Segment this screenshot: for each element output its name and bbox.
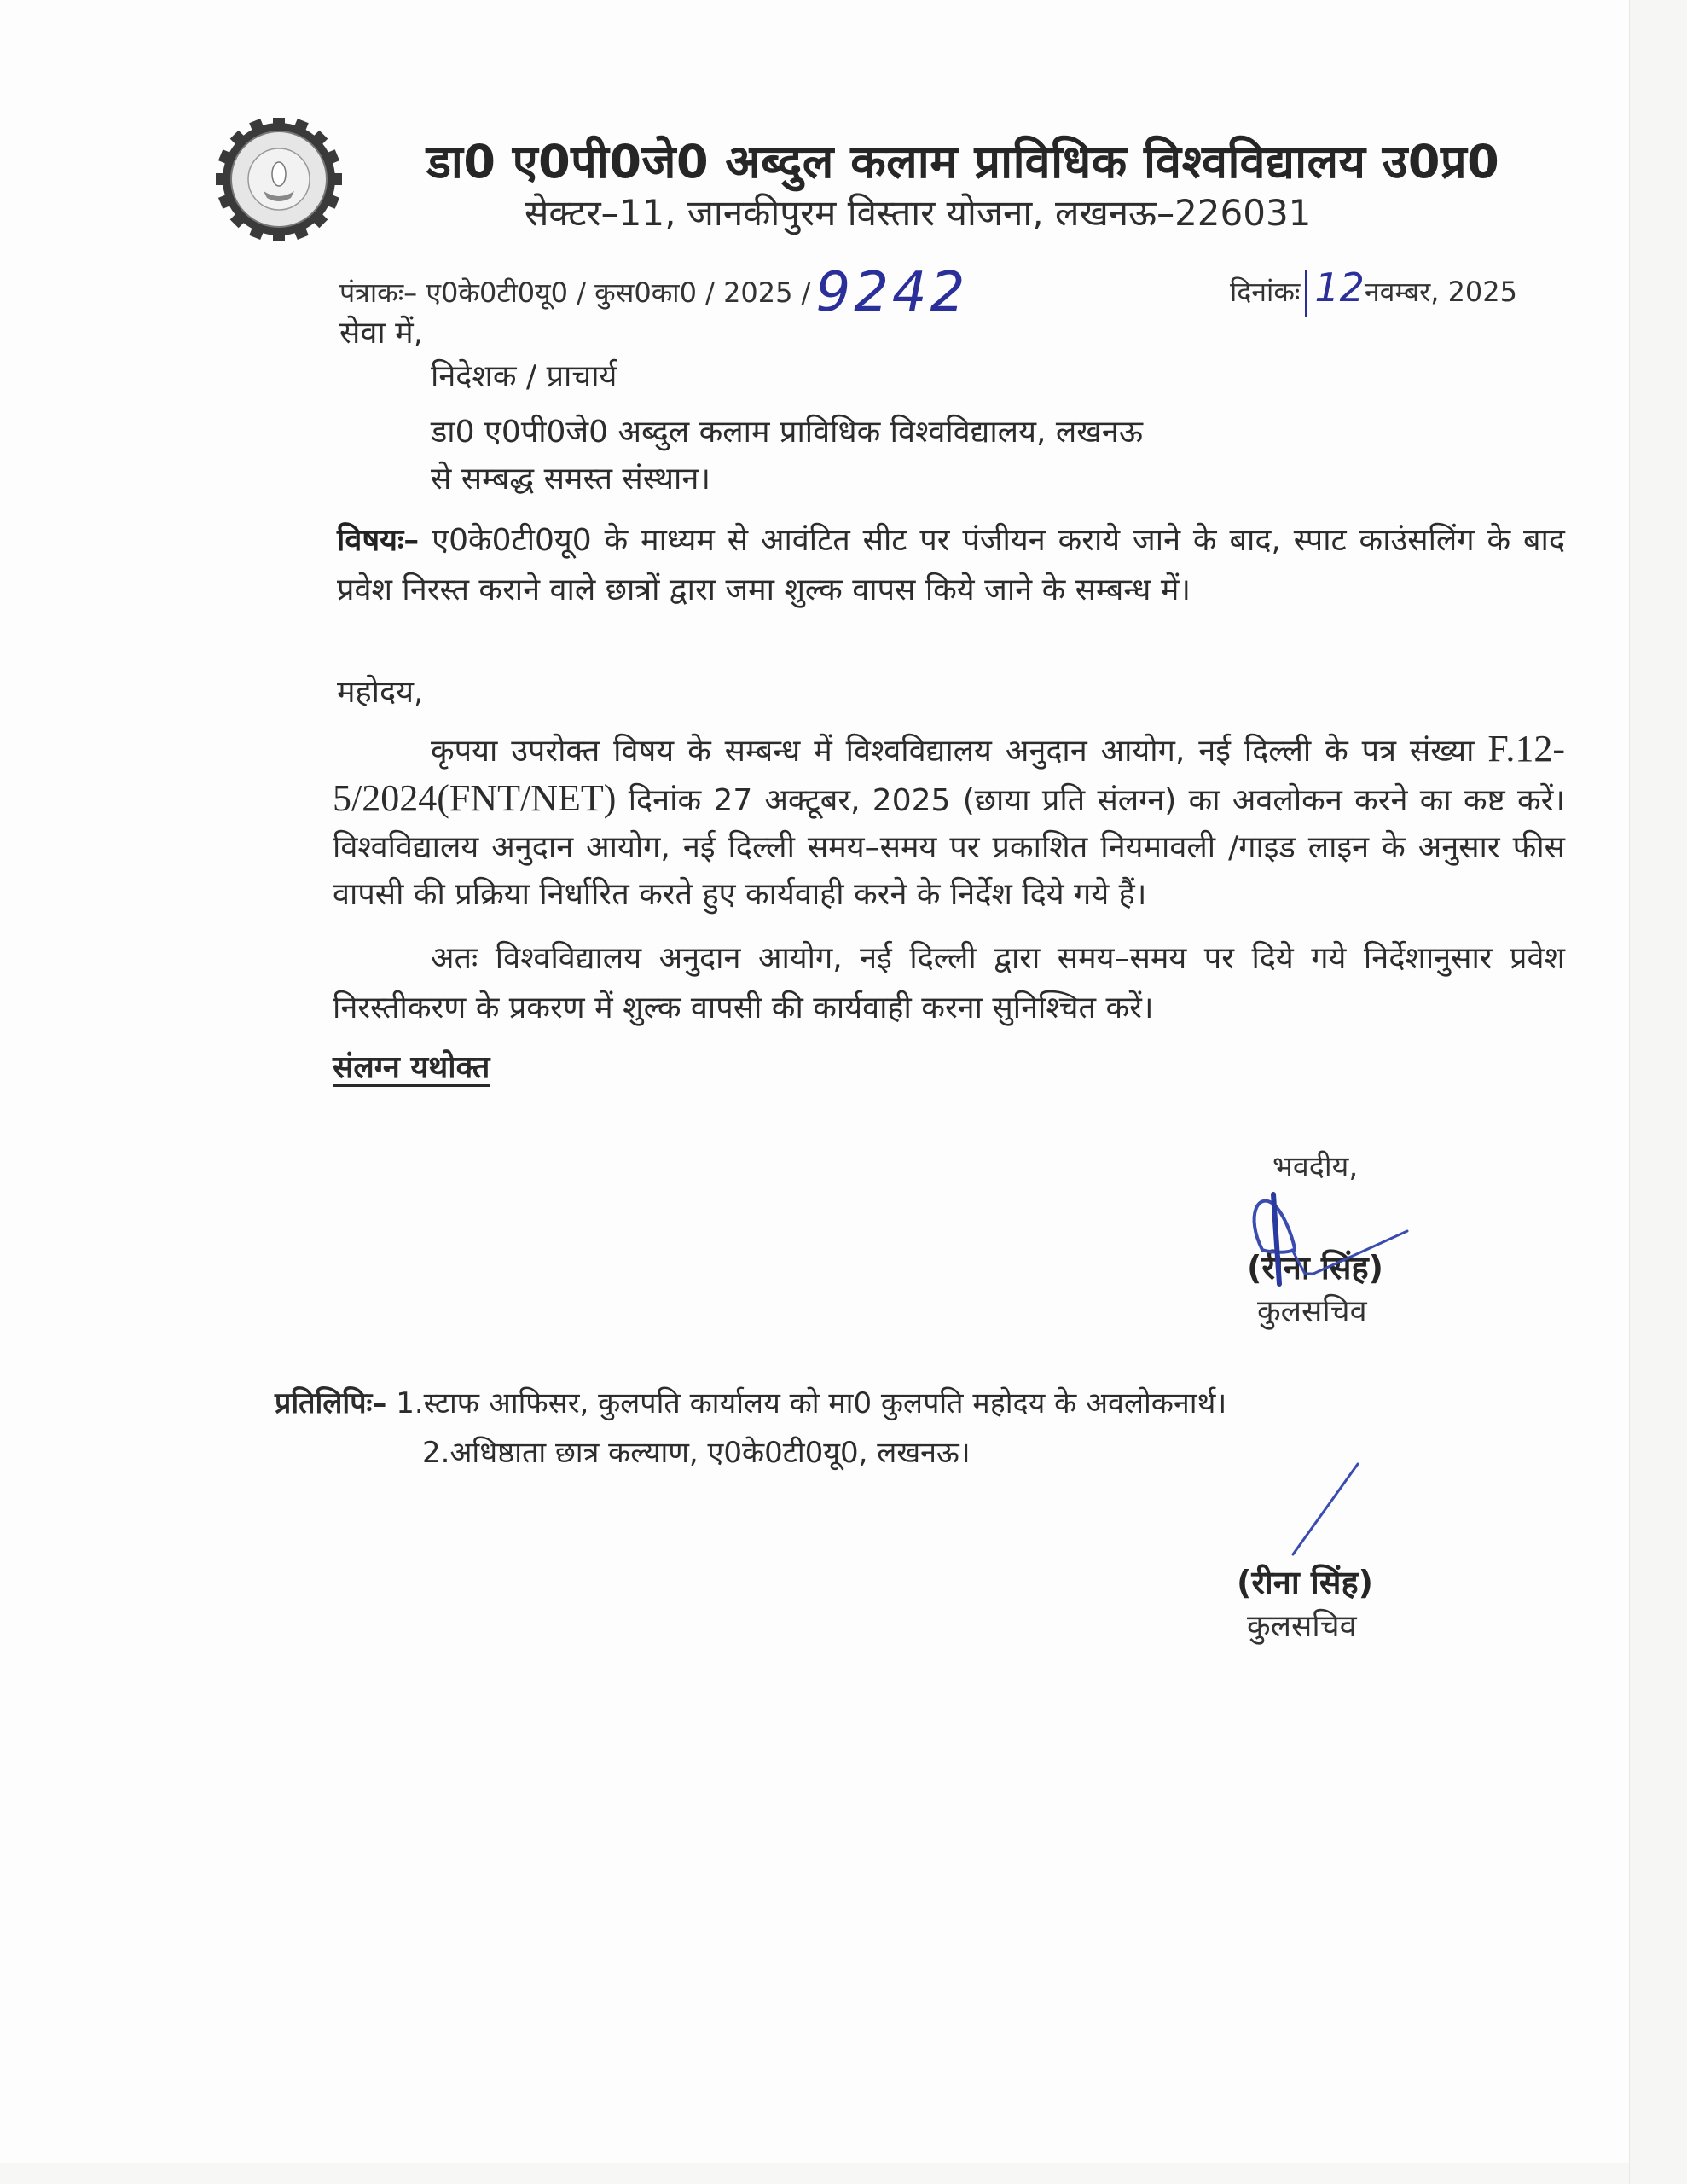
subject-label: विषयः– (337, 523, 420, 558)
to-label: सेवा में, (339, 316, 424, 351)
university-address: सेक्टर–11, जानकीपुरम विस्तार योजना, लखनऊ–226031 (525, 192, 1312, 234)
closing: भवदीय, (1272, 1150, 1359, 1184)
handwritten-initial-icon (1288, 1461, 1365, 1559)
ugc-letter-number: F.12-5/2024(FNT/NET) (333, 728, 1565, 819)
copy-to-item: 2.अधिष्ठाता छात्र कल्याण, ए0के0टी0यू0, लखनऊ। (422, 1436, 971, 1470)
reference-line (339, 253, 969, 324)
university-seal-logo-icon (215, 118, 343, 241)
signature-block-copy (1237, 1560, 1373, 1646)
enclosure-note: संलग्न यथोक्त (333, 1050, 490, 1085)
recipient-line: डा0 ए0पी0जे0 अब्दुल कलाम प्राविधिक विश्वविद्यालय, लखनऊ (431, 415, 1143, 450)
handwritten-signature-icon (1245, 1182, 1416, 1292)
copy-to-item: 1.स्टाफ आफिसर, कुलपति कार्यालय को मा0 कुलपति महोदय के अवलोकनार्थ। (396, 1386, 1227, 1420)
body-paragraph-2: अतः विश्वविद्यालय अनुदान आयोग, नई दिल्ली द्वारा समय–समय पर दिये गये निर्देशानुसार प्रवेश निरस्तीकरण के प्रकरण में शुल्क वापसी की कार्यवाही करना सुनिश्चित करें। (333, 941, 1565, 1025)
reference-printed-number: ए0के0टी0यू0 / कुस0का0 / 2025 / (426, 276, 811, 309)
recipient-line: से सम्बद्ध समस्त संस्थान। (431, 462, 710, 497)
reference-handwritten-number: 9242 (815, 261, 969, 324)
copy-to-label: प्रतिलिपिः– (275, 1386, 387, 1420)
date-line (1230, 264, 1517, 317)
reference-label: पंत्राकः– (339, 276, 418, 309)
handwritten-stroke (1305, 270, 1307, 317)
signatory-designation: कुलसचिव (1257, 1294, 1367, 1329)
salutation: महोदय, (337, 675, 424, 710)
subject-paragraph (337, 516, 1565, 615)
body-paragraph-1 (333, 725, 1565, 918)
university-name-heading: डा0 ए0पी0जे0 अब्दुल कलाम प्राविधिक विश्वविद्यालय उ0प्र0 (426, 135, 1500, 189)
date-month-year: नवम्बर, 2025 (1364, 276, 1518, 308)
scan-bottom-edge (0, 2163, 1629, 2184)
subject-text: ए0के0टी0यू0 के माध्यम से आवंटित सीट पर पंजीयन कराये जाने के बाद, स्पाट काउंसलिंग के बाद प्रवेश निरस्त कराने वाले छात्रों द्वारा जमा शुल्क वापस किये जाने के सम्बन्ध में। (337, 523, 1565, 607)
signatory-designation: कुलसचिव (1247, 1609, 1357, 1644)
scan-right-edge (1629, 0, 1687, 2184)
para1-start: कृपया उपरोक्त विषय के सम्बन्ध में विश्वविद्यालय अनुदान आयोग, नई दिल्ली के पत्र संख्या (431, 734, 1475, 769)
para1-end: दिनांक 27 अक्टूबर, 2025 (छाया प्रति संलग्न) का अवलोकन करने का कष्ट करें। विश्वविद्यालय अनुदान आयोग, नई दिल्ली समय–समय पर प्रकाशित नियमावली /गाइड लाइन के अनुसार फीस वापसी की प्रक्रिया निर्धारित करते हुए कार्यवाही करने के निर्देश दिये गये हैं। (333, 783, 1566, 912)
recipient-line: निदेशक / प्राचार्य (431, 359, 617, 394)
signatory-name: (रीना सिंह) (1237, 1564, 1373, 1601)
copy-to-line-1 (275, 1382, 1226, 1421)
date-handwritten-day: 12 (1314, 264, 1365, 311)
date-label: दिनांकः (1230, 276, 1301, 308)
signatory-name: (रीना सिंह) (1247, 1249, 1383, 1287)
